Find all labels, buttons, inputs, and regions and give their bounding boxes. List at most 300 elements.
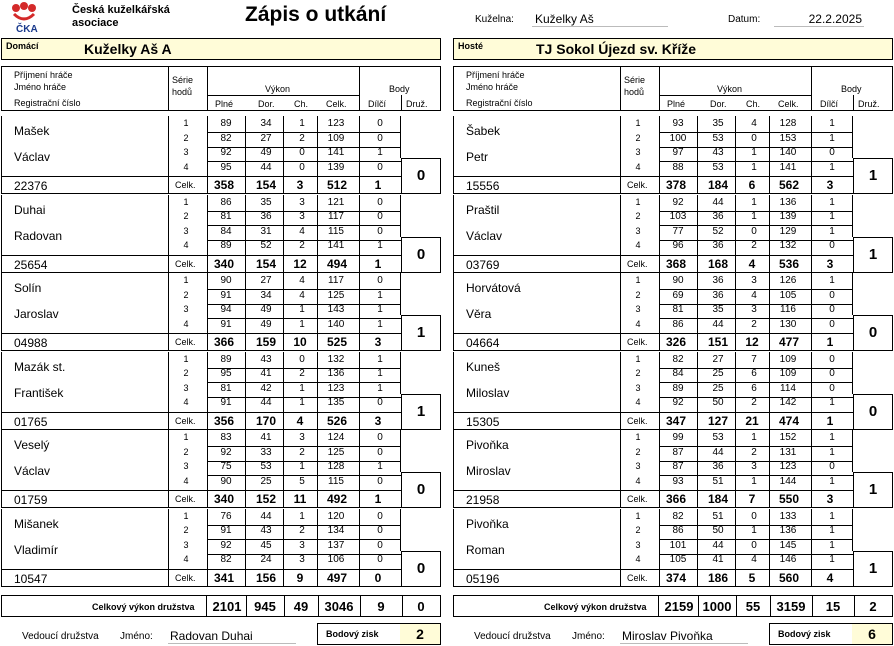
player-total-value: 1 (374, 178, 382, 192)
series-value: 27 (260, 132, 272, 144)
series-number: 2 (183, 525, 189, 535)
player-total-value: 186 (707, 570, 729, 585)
series-value: 1 (829, 196, 835, 208)
team-bar-0 (1, 38, 441, 60)
series-value: 1 (377, 353, 383, 365)
leader-name-label: Jméno: (120, 631, 153, 642)
series-value: 94 (220, 304, 232, 315)
player-total-value: 3 (826, 492, 834, 506)
series-value: 49 (260, 318, 272, 330)
series-value: 0 (377, 475, 383, 487)
player-total-value: 4 (296, 413, 304, 428)
col-header-ch: Ch. (746, 99, 761, 109)
series-value: 145 (779, 539, 797, 551)
grid-line (207, 509, 208, 586)
series-value: 6 (751, 368, 757, 379)
grid-line (453, 569, 853, 570)
series-value: 1 (751, 211, 757, 222)
grid-line (453, 490, 853, 491)
grid-line (852, 195, 853, 237)
grid-line (359, 352, 360, 429)
series-value: 117 (328, 211, 344, 222)
series-value: 92 (220, 446, 232, 458)
grid-line (811, 430, 812, 507)
date-field[interactable]: 22.2.2025 (774, 12, 864, 27)
lanes-label: Kuželna: (475, 14, 514, 25)
series-value: 1 (377, 461, 383, 472)
series-value: 140 (779, 147, 797, 158)
player-points-box: 1 (853, 551, 893, 587)
grid-line (453, 272, 853, 273)
player-surname: Mišanek (14, 516, 59, 531)
series-value: 115 (328, 225, 344, 237)
series-value: 141 (327, 240, 345, 251)
team-total-value: 49 (293, 599, 309, 614)
grid-line (620, 430, 621, 507)
series-value: 2 (299, 368, 305, 379)
player-total-value: 358 (213, 178, 235, 192)
grid-line (168, 273, 169, 350)
series-value: 2 (751, 397, 757, 408)
player-total-value: 11 (293, 492, 307, 506)
grid-line (453, 412, 853, 413)
team-role: Domácí (6, 41, 39, 51)
series-value: 136 (779, 525, 797, 536)
grid-line (453, 333, 853, 334)
series-value: 5 (299, 475, 305, 487)
series-value: 1 (299, 461, 305, 472)
col-header-perf: Výkon (717, 84, 743, 94)
grid-line (697, 509, 698, 586)
series-number: 1 (183, 275, 189, 285)
player-total-value: 9 (296, 570, 304, 585)
series-value: 75 (220, 461, 232, 472)
series-value: 53 (712, 132, 724, 144)
player-total-value: 3 (374, 335, 382, 349)
grid-line (735, 430, 736, 507)
series-value: 0 (377, 196, 383, 208)
series-number: 2 (183, 368, 189, 378)
player-total-value: 4 (826, 570, 834, 585)
gain-value: 6 (852, 624, 892, 644)
series-value: 133 (779, 510, 797, 522)
series-value: 31 (260, 225, 272, 237)
player-total-value: 152 (255, 492, 277, 506)
series-value: 41 (260, 432, 272, 443)
player-total-value: 368 (665, 256, 687, 271)
series-value: 86 (672, 525, 684, 536)
series-value: 0 (377, 132, 383, 144)
col-header-celk: Celk. (778, 99, 799, 109)
series-value: 92 (672, 196, 684, 208)
grid-line (811, 66, 812, 110)
series-value: 0 (751, 225, 757, 237)
grid-line (1, 412, 401, 413)
series-number: 2 (635, 132, 641, 143)
series-value: 130 (779, 318, 797, 330)
series-number: 1 (635, 196, 641, 207)
series-value: 44 (712, 446, 724, 458)
grid-line (453, 586, 853, 587)
page-title: Zápis o utkání (245, 3, 387, 26)
series-value: 136 (779, 196, 797, 208)
player-total-value: 497 (326, 570, 348, 585)
series-value: 0 (377, 539, 383, 551)
series-value: 1 (299, 118, 305, 129)
player-points-box: 1 (401, 394, 441, 430)
team-name: Kuželky Aš A (84, 41, 172, 57)
series-value: 143 (327, 304, 345, 315)
series-value: 41 (260, 368, 272, 379)
grid-line (453, 429, 853, 430)
grid-line (697, 195, 698, 272)
col-header-dor: Dor. (710, 99, 727, 109)
series-value: 1 (829, 225, 835, 237)
player-total-value: 1 (826, 335, 834, 349)
series-value: 0 (377, 211, 383, 222)
player-surname: Solín (14, 281, 42, 295)
team-total-value: 55 (745, 599, 761, 614)
grid-line (360, 596, 361, 616)
series-number: 4 (183, 240, 189, 250)
grid-line (359, 66, 360, 110)
total-row-label: Celk. (175, 494, 196, 504)
player-total-value: 512 (326, 178, 348, 192)
series-value: 106 (327, 554, 345, 565)
grid-line (659, 195, 660, 272)
grid-line (453, 509, 454, 586)
series-number: 1 (183, 196, 189, 207)
player-total-value: 184 (707, 492, 729, 506)
series-value: 3 (751, 461, 757, 472)
player-total-value: 374 (665, 570, 687, 585)
series-value: 0 (299, 353, 305, 365)
series-value: 2 (299, 240, 305, 251)
series-value: 1 (829, 432, 835, 443)
series-value: 83 (220, 432, 232, 443)
series-number: 4 (635, 554, 641, 564)
series-value: 2 (299, 132, 305, 144)
team-total-label: Celkový výkon družstva (92, 602, 195, 612)
team-total-value: 3159 (776, 599, 806, 614)
player-firstname: Václav (14, 464, 51, 478)
grid-line (317, 430, 318, 507)
grid-line (852, 352, 853, 394)
grid-line (168, 352, 169, 429)
series-value: 1 (751, 432, 757, 443)
grid-line (769, 195, 770, 272)
grid-line (735, 352, 736, 429)
grid-line (284, 596, 285, 616)
grid-line (453, 352, 454, 429)
series-number: 4 (635, 240, 641, 250)
player-surname: Šabek (466, 124, 501, 138)
grid-line (697, 273, 698, 350)
player-points-box: 0 (853, 394, 893, 430)
grid-line (735, 195, 736, 272)
series-value: 92 (220, 147, 232, 158)
grid-line (359, 195, 360, 272)
col-header-series: Série (172, 75, 194, 85)
player-total-value: 151 (707, 335, 729, 349)
grid-line (318, 596, 319, 616)
total-row-label: Celk. (627, 258, 648, 269)
series-value: 76 (220, 510, 232, 522)
series-value: 3 (299, 554, 305, 565)
team-name: TJ Sokol Újezd sv. Kříže (536, 41, 697, 57)
grid-line (1, 195, 2, 272)
grid-line (283, 509, 284, 586)
player-total-value: 550 (778, 492, 800, 506)
series-value: 52 (712, 225, 724, 237)
series-value: 91 (220, 318, 232, 330)
series-value: 92 (220, 539, 232, 551)
series-value: 2 (299, 446, 305, 458)
series-value: 1 (377, 240, 383, 251)
player-reg: 03769 (466, 257, 500, 272)
grid-line (659, 116, 660, 193)
grid-line (283, 273, 284, 350)
series-value: 105 (669, 554, 687, 565)
grid-line (400, 195, 401, 237)
player-total-value: 3 (826, 178, 834, 192)
team-total-value: 1000 (702, 599, 732, 614)
team-bar-1 (453, 38, 893, 60)
series-value: 1 (377, 318, 383, 330)
player-total-value: 1 (374, 256, 382, 271)
player-reg: 10547 (14, 571, 48, 586)
series-value: 53 (712, 432, 724, 443)
series-value: 88 (672, 161, 684, 173)
series-value: 137 (327, 539, 345, 551)
series-value: 41 (712, 554, 724, 565)
series-number: 4 (183, 318, 189, 329)
grid-line (453, 350, 853, 351)
grid-line (283, 430, 284, 507)
series-number: 4 (635, 318, 641, 329)
player-total-value: 356 (213, 413, 235, 428)
player-total-value: 474 (778, 413, 800, 428)
grid-line (400, 273, 401, 315)
grid-line (402, 596, 403, 616)
series-value: 1 (829, 161, 835, 173)
series-value: 93 (672, 475, 684, 487)
series-value: 0 (829, 382, 835, 394)
series-value: 97 (672, 147, 684, 158)
series-value: 1 (829, 397, 835, 408)
lanes-field[interactable]: Kuželky Aš (532, 12, 668, 27)
team-total-value: 0 (417, 599, 425, 614)
series-number: 2 (183, 446, 189, 457)
series-number: 1 (635, 510, 641, 521)
grid-line (769, 273, 770, 350)
grid-line (852, 509, 853, 551)
series-value: 4 (751, 289, 757, 301)
grid-line (245, 430, 246, 507)
grid-line (1, 586, 401, 587)
player-points-box: 0 (401, 551, 441, 587)
series-value: 141 (327, 147, 345, 158)
grid-line (1, 110, 441, 111)
series-value: 91 (220, 397, 232, 408)
series-value: 0 (377, 554, 383, 565)
series-value: 2 (751, 318, 757, 330)
grid-line (1, 350, 401, 351)
grid-line (811, 352, 812, 429)
series-number: 3 (183, 539, 189, 550)
team-total-0 (1, 595, 441, 617)
col-header-perf: Výkon (265, 84, 291, 94)
series-number: 3 (183, 461, 189, 471)
series-value: 81 (220, 211, 232, 222)
series-number: 1 (635, 432, 641, 442)
grid-line (453, 66, 454, 110)
grid-line (168, 509, 169, 586)
grid-line (317, 116, 318, 193)
total-row-label: Celk. (175, 337, 196, 347)
series-value: 120 (327, 510, 345, 522)
series-value: 89 (672, 382, 684, 394)
player-points-box: 0 (401, 158, 441, 194)
series-value: 36 (712, 240, 724, 251)
grid-line (245, 273, 246, 350)
series-value: 1 (829, 211, 835, 222)
grid-line (453, 430, 454, 507)
grid-line (620, 195, 621, 272)
series-value: 44 (260, 397, 272, 408)
player-points-box: 0 (401, 472, 441, 508)
series-value: 0 (299, 147, 305, 158)
grid-line (207, 273, 208, 350)
col-header-firstname: Jméno hráče (466, 82, 519, 92)
grid-line (207, 66, 208, 110)
series-value: 49 (260, 304, 272, 315)
series-value: 134 (327, 525, 345, 536)
grid-line (453, 255, 853, 256)
grid-line (207, 352, 208, 429)
series-value: 90 (220, 275, 232, 286)
series-value: 0 (377, 275, 383, 286)
player-total-value: 492 (326, 492, 348, 506)
player-total-value: 159 (255, 335, 277, 349)
series-value: 1 (377, 368, 383, 379)
leader-name-field[interactable]: Radovan Duhai (168, 629, 296, 644)
grid-line (1, 352, 2, 429)
cka-logo (8, 2, 70, 34)
series-value: 1 (299, 397, 305, 408)
col-header-surname: Příjmení hráče (466, 70, 525, 80)
series-value: 1 (829, 525, 835, 536)
series-value: 0 (377, 118, 383, 129)
grid-line (283, 195, 284, 272)
series-value: 44 (260, 161, 272, 173)
grid-line (1, 507, 401, 508)
series-value: 117 (328, 275, 344, 286)
grid-line (736, 596, 737, 616)
grid-line (317, 352, 318, 429)
player-reg: 01765 (14, 414, 48, 429)
player-firstname: Miroslav (466, 464, 511, 478)
player-firstname: Radovan (14, 228, 63, 243)
leader-name-field[interactable]: Miroslav Pivoňka (620, 629, 748, 644)
col-header-plne: Plné (667, 99, 686, 109)
series-value: 49 (260, 147, 272, 158)
grid-line (283, 116, 284, 193)
series-value: 109 (779, 368, 797, 379)
series-value: 1 (829, 118, 835, 129)
grid-line (1, 430, 2, 507)
series-number: 2 (635, 525, 641, 535)
series-value: 105 (779, 289, 797, 301)
series-value: 36 (712, 275, 724, 286)
series-value: 0 (829, 318, 835, 330)
series-value: 84 (672, 368, 684, 379)
player-total-value: 1 (826, 413, 834, 428)
player-points-box: 0 (853, 315, 893, 351)
series-value: 82 (220, 554, 232, 565)
series-value: 2 (751, 240, 757, 251)
series-value: 3 (751, 304, 757, 315)
grid-line (659, 273, 660, 350)
series-value: 121 (327, 196, 345, 208)
player-total-value: 562 (778, 178, 800, 192)
series-value: 3 (299, 196, 305, 208)
grid-line (852, 116, 853, 158)
gain-label: Bodový zisk (326, 629, 379, 639)
grid-line (769, 430, 770, 507)
series-value: 139 (779, 211, 797, 222)
player-reg: 15556 (466, 179, 500, 193)
grid-line (206, 596, 207, 616)
series-value: 36 (712, 211, 724, 222)
col-header-series-2: hodů (624, 87, 645, 97)
grid-line (1, 569, 401, 570)
series-value: 90 (672, 275, 684, 286)
grid-line (1, 176, 401, 177)
grid-line (207, 116, 208, 193)
team-total-value: 945 (254, 599, 276, 614)
player-total-value: 5 (748, 570, 756, 585)
grid-line (812, 596, 813, 616)
grid-line (697, 352, 698, 429)
player-total-value: 127 (707, 413, 729, 428)
grid-line (1, 333, 401, 334)
grid-line (852, 273, 853, 315)
player-total-value: 536 (778, 256, 800, 271)
series-value: 0 (377, 397, 383, 408)
series-value: 125 (327, 289, 345, 301)
team-total-value: 15 (825, 599, 841, 614)
series-value: 124 (327, 432, 345, 443)
player-total-value: 3 (374, 413, 382, 428)
series-value: 126 (779, 275, 797, 286)
series-value: 100 (669, 132, 687, 144)
series-value: 89 (220, 118, 232, 129)
series-value: 132 (779, 240, 797, 251)
grid-line (317, 273, 318, 350)
series-value: 0 (751, 132, 757, 144)
series-value: 1 (829, 275, 835, 286)
player-firstname: Václav (14, 150, 51, 164)
col-header-surname: Příjmení hráče (14, 70, 73, 80)
series-number: 1 (183, 510, 189, 521)
series-value: 4 (299, 225, 305, 237)
grid-line (659, 352, 660, 429)
series-value: 91 (220, 525, 232, 536)
grid-line (453, 66, 893, 67)
player-surname: Mašek (14, 124, 50, 138)
series-value: 129 (779, 225, 797, 237)
